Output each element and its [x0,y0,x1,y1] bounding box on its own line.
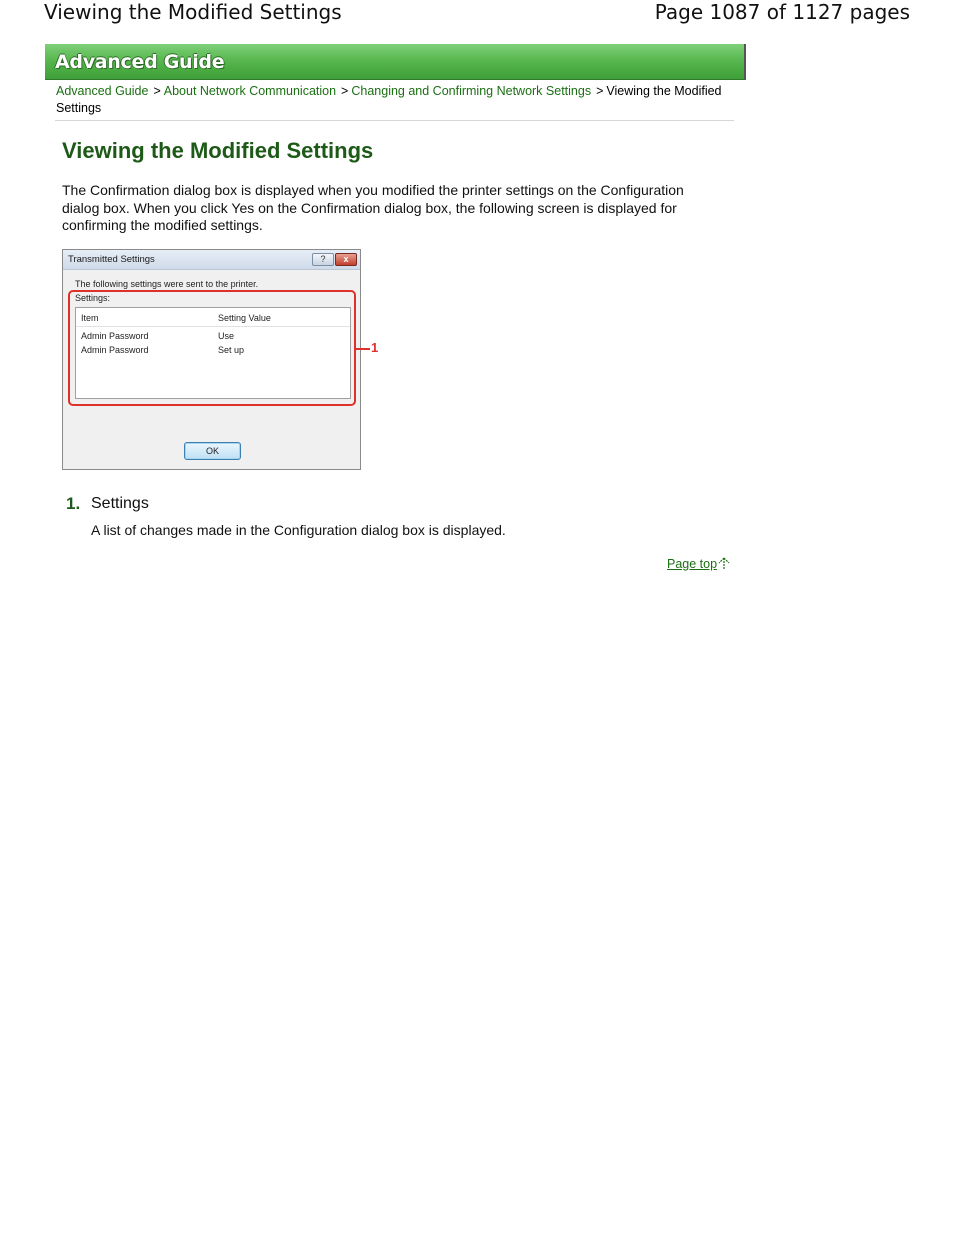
dialog-title: Transmitted Settings [68,254,155,265]
dialog-titlebar [63,250,360,270]
callout-line [356,348,370,350]
row-item: Admin Password [81,331,149,341]
item-title-settings: Settings [91,495,149,512]
ok-button: OK [184,442,241,460]
breadcrumb-link-about-network-communication[interactable]: About Network Communication [163,84,337,98]
page-counter: Page 1087 of 1127 pages [654,0,910,24]
intro-paragraph: The Confirmation dialog box is displayed when you modified the printer settings on the Configuration dialog box. When you click Yes on the Confirmation dialog box, the following screen is displayed for confirming the modified settings. [62,182,684,233]
help-icon: ? [312,253,334,266]
close-icon: x [335,253,357,266]
breadcrumb-link-advanced-guide[interactable]: Advanced Guide [56,84,149,98]
breadcrumb-separator: > [153,84,161,98]
callout-number: 1 [371,340,379,355]
document-title: Viewing the Modified Settings [44,0,342,24]
page-top-link[interactable]: Page top [667,557,718,571]
arrow-up-icon[interactable] [718,557,730,571]
column-header-setting-value: Setting Value [218,313,271,323]
row-value: Use [218,331,235,341]
column-header-item: Item [81,313,99,323]
row-item: Admin Password [81,345,149,355]
page-title: Viewing the Modified Settings [62,138,374,163]
breadcrumb [56,83,736,117]
item-description: A list of changes made in the Configuration dialog box is displayed. [91,522,506,538]
breadcrumb-current: Viewing the Modified Settings [56,84,722,115]
dialog-message: The following settings were sent to the printer. [75,279,259,289]
item-number: 1. [66,494,81,513]
row-value: Set up [218,345,245,355]
breadcrumb-separator: > [596,84,604,98]
settings-highlight-box [68,290,356,406]
breadcrumb-separator: > [341,84,349,98]
advanced-guide-banner [45,44,746,80]
breadcrumb-divider [55,120,734,121]
banner-title: Advanced Guide [55,51,225,73]
breadcrumb-link-changing-confirming-network-settings[interactable]: Changing and Confirming Network Settings [351,84,592,98]
settings-label: Settings: [75,293,111,303]
